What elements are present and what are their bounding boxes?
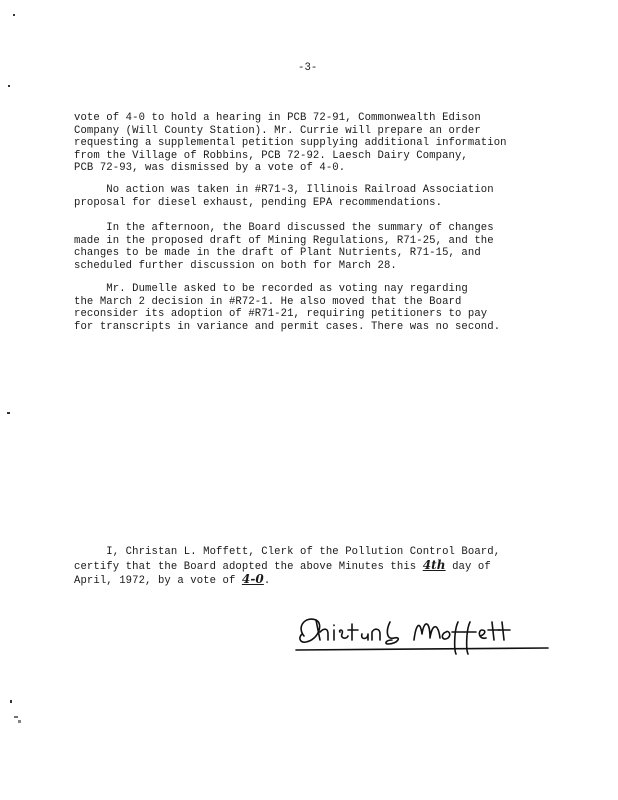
paragraph-regulations (74, 222, 494, 272)
cert-text: April, 1972, by a vote of (74, 575, 242, 587)
page-number: -3- (298, 62, 318, 74)
text-line: PCB 72-93, was dismissed by a vote of 4-0. (74, 162, 346, 174)
cert-text: certify that the Board adopted the above Minutes this (74, 560, 423, 573)
text-line (74, 573, 500, 588)
text-line: I, Christan L. Moffett, Clerk of the Pollution Control Board, (74, 546, 501, 558)
margin-speck (8, 85, 10, 87)
text-line: scheduled further discussion on both for March 28. (74, 259, 397, 272)
margin-speck (18, 720, 21, 723)
certification-block (74, 546, 500, 588)
text-line: made in the proposed draft of Mining Regulations, R71-25, and the (74, 234, 494, 247)
text-line: reconsider its adoption of #R71-21, requiring petitioners to pay (74, 308, 488, 320)
cert-text: day of (445, 560, 491, 573)
margin-speck (13, 14, 15, 16)
paragraph-railroad (74, 184, 494, 209)
text-line (74, 559, 500, 574)
text-line: requesting a supplemental petition supplying additional information (74, 137, 507, 149)
handwritten-vote: 4-0 (241, 572, 264, 586)
text-line: Mr. Dumelle asked to be recorded as voting nay regarding (74, 283, 468, 295)
text-line: changes to be made in the draft of Plant Nutrients, R71-15, and (74, 247, 481, 259)
paragraph-dumelle (74, 283, 500, 333)
text-line: vote of 4-0 to hold a hearing in PCB 72-91, Commonwealth Edison (74, 112, 481, 124)
text-line: No action was taken in #R71-3, Illinois Railroad Association (74, 184, 494, 196)
margin-speck (14, 716, 18, 718)
margin-speck (7, 412, 10, 414)
text-line: In the afternoon, the Board discussed the summary of changes (74, 222, 494, 234)
handwritten-day: 4th (422, 557, 446, 572)
text-line: the March 2 decision in #R72-1. He also moved that the Board (74, 295, 462, 308)
text-line: proposal for diesel exhaust, pending EPA recommendations. (74, 196, 443, 209)
clerk-signature (290, 610, 555, 656)
paragraph-hearings (74, 112, 507, 175)
margin-speck (10, 700, 12, 703)
text-line: Company (Will County Station). Mr. Currie will prepare an order (74, 124, 481, 137)
text-line: from the Village of Robbins, PCB 72-92. Laesch Dairy Company, (74, 149, 468, 162)
text-line: for transcripts in variance and permit cases. There was no second. (74, 320, 501, 333)
cert-text: . (263, 575, 271, 587)
